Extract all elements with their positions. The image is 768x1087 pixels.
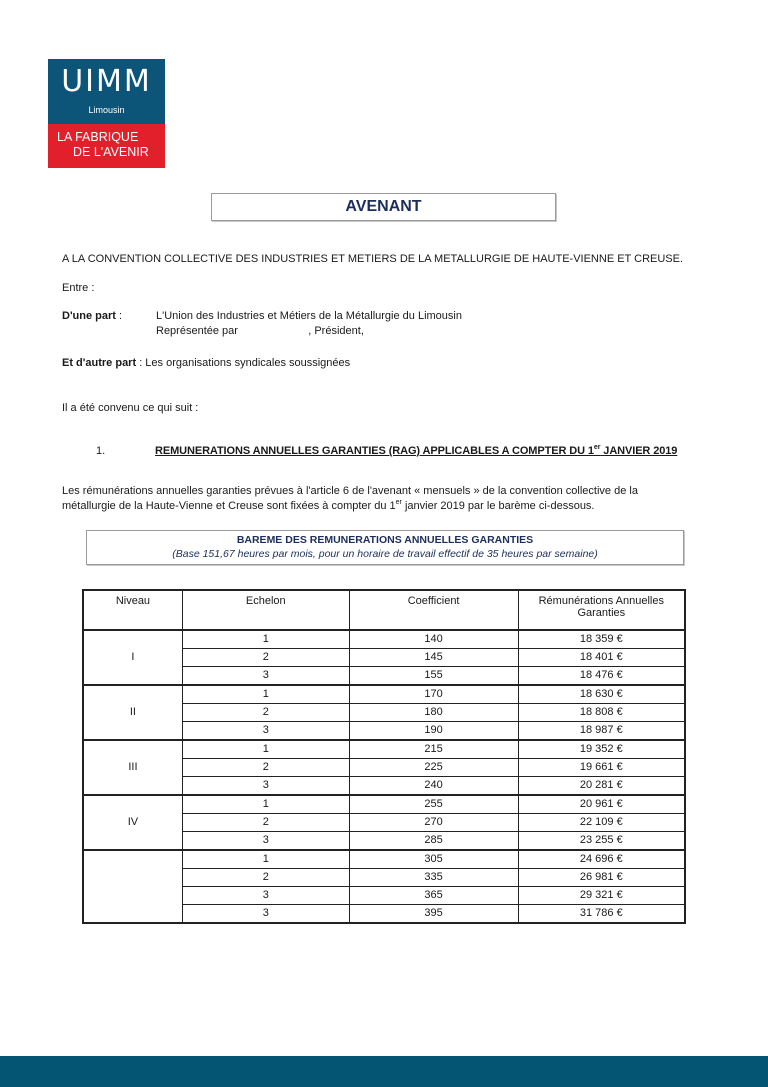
party2: [62, 357, 350, 369]
echelon-cell: 3: [182, 777, 349, 796]
niveau-cell: [83, 850, 182, 923]
rag-cell: 18 987 €: [518, 722, 685, 741]
bareme-title-box: [86, 530, 684, 565]
rag-cell: 20 281 €: [518, 777, 685, 796]
echelon-cell: 2: [182, 814, 349, 832]
coefficient-cell: 215: [349, 740, 518, 759]
party1-sep: :: [115, 310, 123, 322]
section-number: 1.: [96, 445, 106, 457]
footer-band: [0, 1056, 768, 1087]
rag-cell: 18 630 €: [518, 685, 685, 704]
rag-cell: 18 808 €: [518, 704, 685, 722]
rag-cell: 31 786 €: [518, 905, 685, 924]
coefficient-cell: 365: [349, 887, 518, 905]
party1-label: D'une part: [62, 310, 116, 322]
coefficient-cell: 190: [349, 722, 518, 741]
rag-cell: 19 661 €: [518, 759, 685, 777]
entre-label: Entre :: [62, 282, 95, 294]
logo-name: UIMM: [61, 64, 152, 99]
party1-line1: L'Union des Industries et Métiers de la Métallurgie du Limousin: [156, 310, 462, 322]
paragraph-line2: [62, 500, 595, 512]
coefficient-cell: 170: [349, 685, 518, 704]
echelon-cell: 1: [182, 630, 349, 649]
convenu-text: Il a été convenu ce qui suit :: [62, 402, 199, 414]
table-row: [83, 850, 685, 869]
rag-cell: 18 476 €: [518, 667, 685, 686]
table-body: [83, 630, 685, 923]
echelon-cell: 1: [182, 685, 349, 704]
bareme-subtitle: (Base 151,67 heures par mois, pour un horaire de travail effectif de 35 heures par semaine): [172, 548, 598, 560]
echelon-cell: 3: [182, 667, 349, 686]
paragraph-line2-end: janvier 2019 par le barème ci-dessous.: [401, 500, 595, 512]
paragraph-line2-sup: er: [395, 499, 402, 506]
echelon-cell: 2: [182, 704, 349, 722]
section-title: [155, 445, 677, 457]
echelon-cell: 2: [182, 649, 349, 667]
rag-cell: 20 961 €: [518, 795, 685, 814]
coefficient-cell: 155: [349, 667, 518, 686]
echelon-cell: 2: [182, 759, 349, 777]
coefficient-cell: 225: [349, 759, 518, 777]
section-title-main: REMUNERATIONS ANNUELLES GARANTIES (RAG) APPLICABLES A COMPTER DU 1: [155, 445, 594, 457]
coefficient-cell: 145: [349, 649, 518, 667]
rag-cell: 23 255 €: [518, 832, 685, 851]
bareme-title: BAREME DES REMUNERATIONS ANNUELLES GARANTIES: [236, 534, 534, 546]
niveau-cell: IV: [83, 795, 182, 850]
coefficient-cell: 395: [349, 905, 518, 924]
rag-cell: 18 359 €: [518, 630, 685, 649]
coefficient-cell: 255: [349, 795, 518, 814]
echelon-cell: 1: [182, 850, 349, 869]
echelon-cell: 3: [182, 887, 349, 905]
logo-tagline-line2: DE L'AVENIR: [73, 145, 149, 159]
section-title-sup: er: [593, 444, 601, 451]
coefficient-cell: 285: [349, 832, 518, 851]
echelon-cell: 2: [182, 869, 349, 887]
logo-bottom-block: [48, 124, 165, 168]
party2-text: : Les organisations syndicales soussignées: [136, 357, 351, 369]
niveau-cell: III: [83, 740, 182, 795]
rag-cell: 18 401 €: [518, 649, 685, 667]
header-coefficient: Coefficient: [349, 590, 518, 630]
niveau-cell: I: [83, 630, 182, 685]
party2-label: Et d'autre part: [62, 357, 137, 369]
party1-line2: Représentée par , Président,: [156, 325, 364, 337]
table-header-row: [83, 590, 685, 630]
coefficient-cell: 140: [349, 630, 518, 649]
paragraph-line2-text: métallurgie de la Haute-Vienne et Creuse sont fixées à compter du 1: [62, 500, 396, 512]
logo-region: Limousin: [88, 105, 125, 115]
party1-label-wrap: [62, 310, 122, 322]
echelon-cell: 3: [182, 905, 349, 924]
header-echelon: Echelon: [182, 590, 349, 630]
table-row: [83, 795, 685, 814]
uimm-logo: [48, 59, 165, 168]
logo-tagline-line1: LA FABRIQUE: [57, 130, 139, 144]
section-title-date: JANVIER 2019: [600, 445, 678, 457]
header-niveau: Niveau: [83, 590, 182, 630]
document-title: AVENANT: [345, 198, 422, 215]
header-rag: Rémunérations Annuelles Garanties: [518, 590, 685, 630]
coefficient-cell: 240: [349, 777, 518, 796]
rag-cell: 24 696 €: [518, 850, 685, 869]
rag-table: [82, 589, 686, 924]
logo-top-block: [48, 59, 165, 124]
rag-cell: 22 109 €: [518, 814, 685, 832]
rag-cell: 29 321 €: [518, 887, 685, 905]
coefficient-cell: 305: [349, 850, 518, 869]
paragraph-line1: Les rémunérations annuelles garanties prévues à l'article 6 de l'avenant « mensuels » de la convention collective de la: [62, 485, 638, 497]
table-row: [83, 685, 685, 704]
document-title-box: [211, 193, 556, 221]
coefficient-cell: 335: [349, 869, 518, 887]
table-row: [83, 630, 685, 649]
coefficient-cell: 270: [349, 814, 518, 832]
rag-cell: 19 352 €: [518, 740, 685, 759]
niveau-cell: II: [83, 685, 182, 740]
echelon-cell: 3: [182, 832, 349, 851]
echelon-cell: 1: [182, 795, 349, 814]
document-subject: A LA CONVENTION COLLECTIVE DES INDUSTRIES ET METIERS DE LA METALLURGIE DE HAUTE-VIENNE ET CREUSE.: [62, 253, 684, 265]
echelon-cell: 3: [182, 722, 349, 741]
table-row: [83, 740, 685, 759]
echelon-cell: 1: [182, 740, 349, 759]
coefficient-cell: 180: [349, 704, 518, 722]
rag-cell: 26 981 €: [518, 869, 685, 887]
